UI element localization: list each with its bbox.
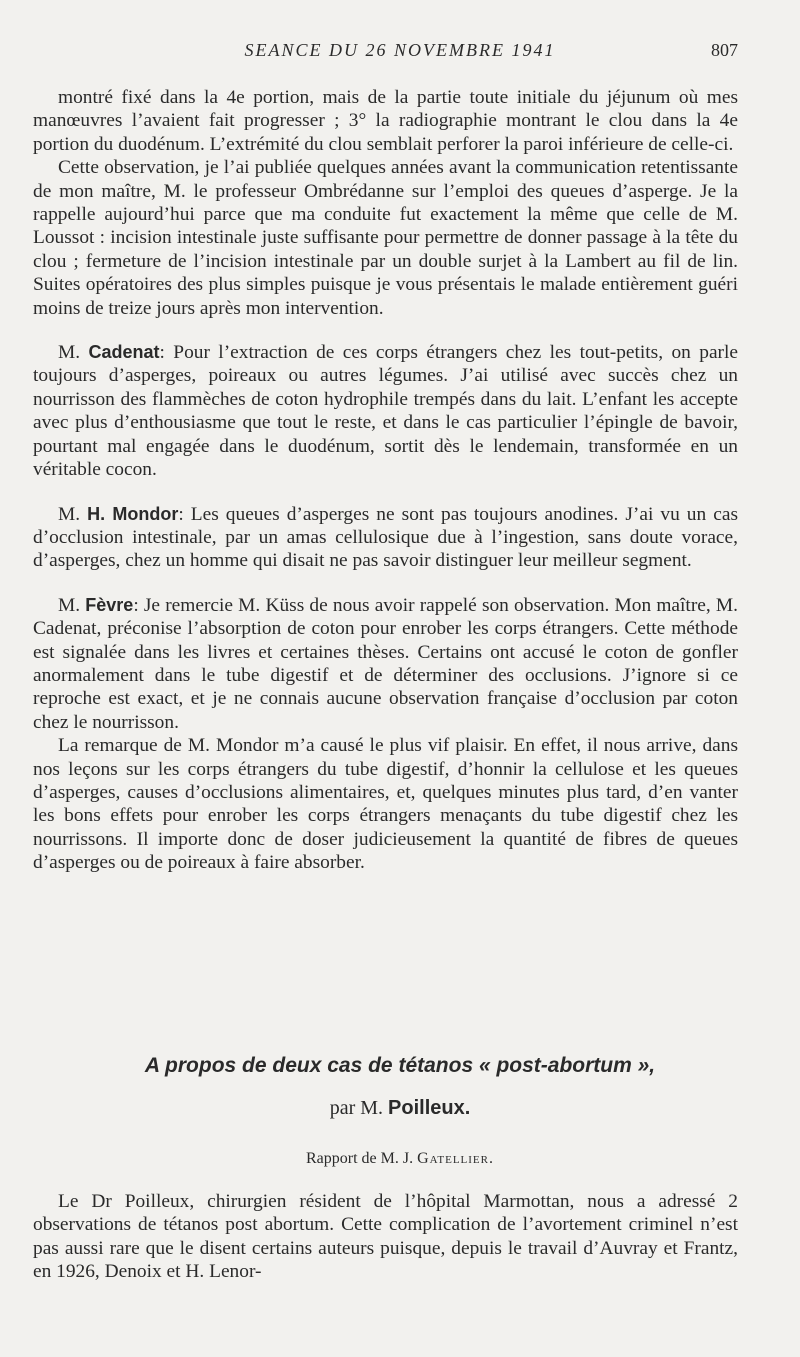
speaker-paragraph [33,594,738,734]
paragraph [33,86,738,156]
author-name: Poilleux. [388,1097,471,1119]
speaker-name: Cadenat [88,342,160,363]
running-head [0,40,800,64]
paragraph-text: : Je remercie M. Küss de nous avoir rappelé son observation. Mon maître, M. Cadenat, préconise l’absorption de coton pour enrober les corps étrangers. Cette méthode est signalée dans les livres et certaines thèses. Certains ont accusé le coton de gonfler anormalement dans le tube digestif et de déterminer des occlusions. J’ignore si ce reproche est exact, et je ne connais aucune observation française d’occlusion par coton chez le nourrisson. [33,594,738,733]
paragraph [33,156,738,320]
speaker-name: Fèvre [85,594,134,615]
running-head-title: SEANCE DU 26 NOVEMBRE 1941 [244,40,556,60]
speaker-prefix: M. [58,342,89,364]
paragraph-text: : Pour l’extraction de ces corps étrangers chez les tout-petits, on parle toujours d’asperges, poireaux ou autres légumes. J’ai utilisé avec succès chez un nourrisson des flammèches de coton hydrophile trempés dans du lait. L’enfant les accepte avec plus d’enthousiasme que tout le reste, et dans le cas particulier l’épingle de bavoir, pourtant mal engagée dans le duodénum, sortit dès le lendemain, transformée en un véritable cocon. [33,342,738,481]
paragraph-text: montré fixé dans la 4e portion, mais de la partie toute initiale du jéjunum où mes manœuvres l’avaient fait progresser ; 3° la radiographie montrant le clou dans la 4e portion du duodénum. L’extrémité du clou semblait perforer la paroi inférieure de celle-ci. [33,87,738,155]
author-prefix: par M. [329,1097,389,1119]
speaker-paragraph [33,503,738,573]
paragraph [33,734,738,874]
page-number: 807 [711,40,738,60]
paragraph-text: : Les queues d’asperges ne sont pas toujours anodines. J’ai vu un cas d’occlusion intestinale, par un amas cellulosique due à l’ingestion, sans doute vorace, d’asperges, chez un homme qui disait ne pas savoir distinguer leur meilleur segment. [33,503,739,572]
speaker-prefix: M. [58,503,88,525]
article-report-line [0,1150,800,1168]
article-title: A propos de deux cas de tétanos « post-abortum », [144,1054,656,1077]
report-name: Gatellier. [417,1150,494,1167]
paragraph-text: La remarque de M. Mondor m’a causé le plus vif plaisir. En effet, il nous arrive, dans nos leçons sur les corps étrangers du tube digestif, d’honnir la cellulose et les queues d’asperges, causes d’occlusions alimentaires, et, quelques minutes plus tard, d’en vanter les bons effets pour enrober les corps étrangers menaçants du tube digestif chez les nourrissons. Il importe donc de doser judicieusement la quantité de fibres de queues d’asperges ou de poireaux à faire absorber. [33,735,738,874]
paragraph-text: Le Dr Poilleux, chirurgien résident de l’hôpital Marmottan, nous a adressé 2 observations de tétanos post abortum. Cette complication de l’avortement criminel n’est pas aussi rare que le disent certains auteurs puisque, depuis le travail d’Auvray et Frantz, en 1926, Denoix et H. Lenor- [33,1191,738,1283]
article-text [33,1190,738,1284]
article-author [0,1097,800,1120]
speaker-name: H. Mondor [87,503,179,524]
paragraph [33,1190,738,1284]
discussion-text [33,86,738,875]
report-prefix: Rapport de M. J. [306,1150,418,1167]
paragraph-text: Cette observation, je l’ai publiée quelques années avant la communication retentissante de mon maître, M. le professeur Ombrédanne sur l’emploi des queues d’asperge. Je la rappelle aujourd’hui parce que ma conduite fut exactement la même que celle de M. Loussot : incision intestinale juste suffisante pour permettre de donner passage à la tête du clou ; fermeture de l’incision intestinale par un double surjet à la Lambert au fil de lin. Suites opératoires des plus simples puisque je vous présentais le malade entièrement guéri moins de treize jours après mon intervention. [33,157,738,319]
speaker-paragraph [33,341,738,481]
speaker-prefix: M. [58,594,86,616]
